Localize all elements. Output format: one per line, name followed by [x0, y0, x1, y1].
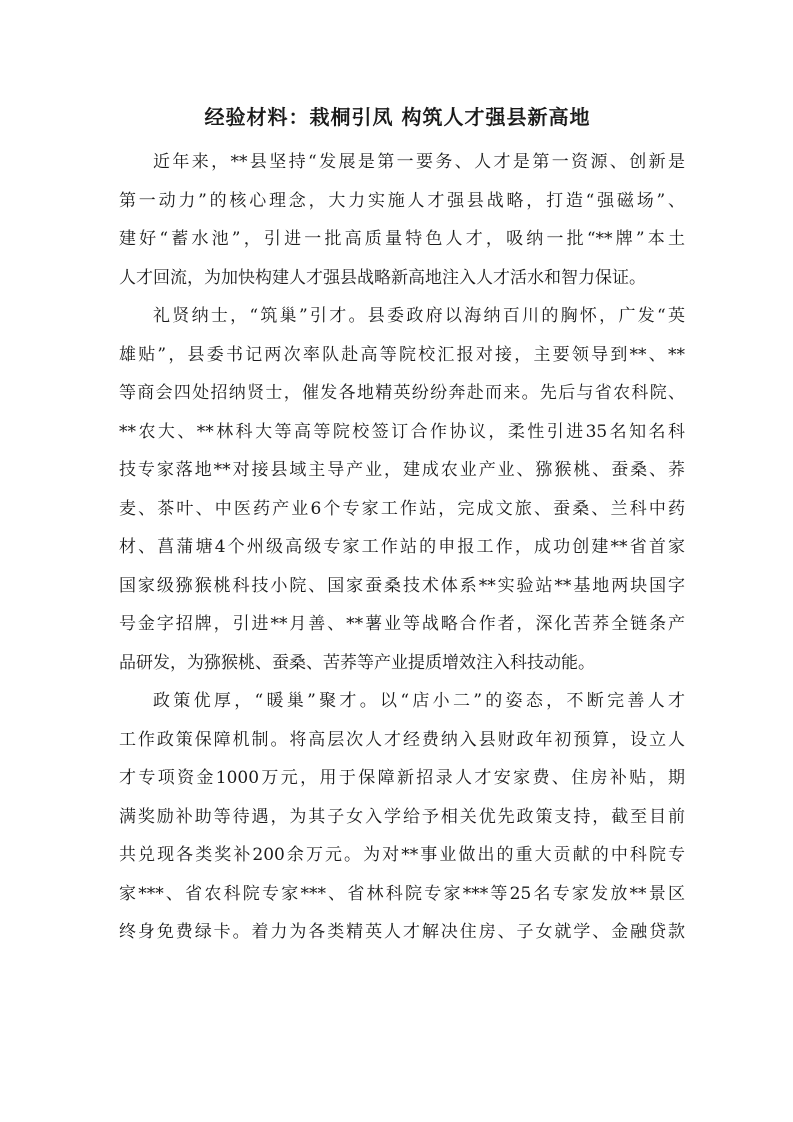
- text-line: 共兑现各类奖补200余万元。为对**事业做出的重大贡献的中科院专: [119, 845, 685, 865]
- text-line: 号金字招牌，引进**月善、**薯业等战略合作者，深化苦荞全链条产: [119, 614, 685, 634]
- text-line: **农大、**林科大等高等院校签订合作协议，柔性引进35名知名科: [119, 421, 685, 442]
- paragraph-3: [119, 682, 685, 952]
- document-body: [119, 143, 685, 952]
- text-line: 雄贴”，县委书记两次率队赴高等院校汇报对接，主要领导到**、**: [119, 344, 685, 365]
- text-line: 满奖励补助等待遇，为其子女入学给予相关优先政策支持，截至目前: [119, 806, 685, 827]
- text-line: 家***、省农科院专家***、省林科院专家***等25名专家发放**景区: [119, 883, 685, 904]
- text-line: 建好“蓄水池”，引进一批高质量特色人才，吸纳一批“**牌”本土: [119, 229, 685, 249]
- text-line: 材、菖蒲塘4个州级高级专家工作站的申报工作，成功创建**省首家: [119, 537, 685, 557]
- text-line: 工作政策保障机制。将高层次人才经费纳入县财政年初预算，设立人: [119, 729, 685, 750]
- text-line: 政策优厚，“暖巢”聚才。以“店小二”的姿态，不断完善人才: [153, 691, 685, 711]
- text-line: 才专项资金1000万元，用于保障新招录人才安家费、住房补贴，期: [119, 768, 685, 788]
- text-line: 品研发，为猕猴桃、蚕桑、苦荞等产业提质增效注入科技动能。: [119, 652, 595, 673]
- text-line: 近年来，**县坚持“发展是第一要务、人才是第一资源、创新是: [153, 152, 685, 172]
- text-line: 礼贤纳士，“筑巢”引才。县委政府以海纳百川的胸怀，广发“英: [153, 306, 685, 326]
- text-line: 国家级猕猴桃科技小院、国家蚕桑技术体系**实验站**基地两块国字: [119, 575, 685, 596]
- text-line: 等商会四处招纳贤士，催发各地精英纷纷奔赴而来。先后与省农科院、: [119, 383, 685, 403]
- paragraph-2: [119, 297, 685, 682]
- text-line: 麦、茶叶、中医药产业6个专家工作站，完成文旅、蚕桑、兰科中药: [119, 498, 685, 519]
- text-line: 终身免费绿卡。着力为各类精英人才解决住房、子女就学、金融贷款: [119, 922, 685, 942]
- text-line: 技专家落地**对接县域主导产业，建成农业产业、猕猴桃、蚕桑、荞: [119, 460, 685, 480]
- text-line: 第一动力”的核心理念，大力实施人才强县战略，打造“强磁场”、: [119, 190, 685, 211]
- paragraph-1: [119, 143, 685, 297]
- document-title: 经验材料：栽桐引凤 构筑人才强县新高地: [204, 105, 591, 129]
- text-line: 人才回流，为加快构建人才强县战略新高地注入人才活水和智力保证。: [119, 267, 646, 288]
